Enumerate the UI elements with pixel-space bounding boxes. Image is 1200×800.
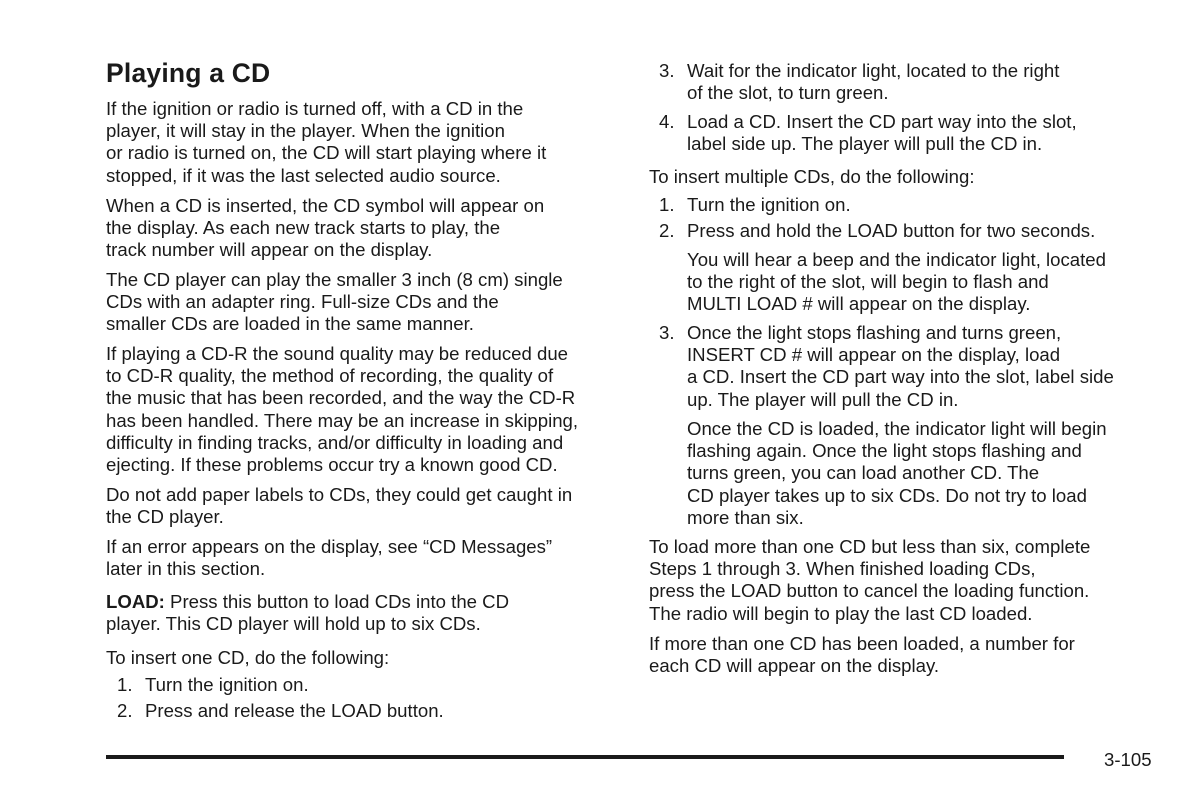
- paragraph-load-multiple: To load more than one CD but less than six, complete Steps 1 through 3. When finished loading CDs, press the LOAD button to cancel the loading function. The radio will begin to play the last CD loaded.: [649, 536, 1091, 624]
- paragraph-error: If an error appears on the display, see “CD Messages” later in this section.: [106, 536, 553, 580]
- load-label: LOAD:: [106, 591, 165, 612]
- page-title: Playing a CD: [106, 58, 271, 88]
- paragraph-cd-retention: If the ignition or radio is turned off, with a CD in the player, it will stay in the player. When the ignition or radio is turned on, the CD will start playing where it stopped, if it was the last selected audio source.: [106, 98, 547, 186]
- multi-intro: To insert multiple CDs, do the following:: [649, 166, 975, 187]
- paragraph-cd-number: If more than one CD has been loaded, a number for each CD will appear on the display.: [649, 633, 1075, 677]
- step-note: Once the CD is loaded, the indicator light will begin flashing again. Once the light stops flashing and turns green, you can load another CD. The CD player takes up to six CDs. Do not try to load more than six.: [687, 418, 1107, 528]
- paragraph-small-cds: The CD player can play the smaller 3 inch (8 cm) single CDs with an adapter ring. Full-size CDs and the smaller CDs are loaded in the same manner.: [106, 269, 563, 335]
- paragraph-load-button: LOAD: Press this button to load CDs into the CD player. This CD player will hold up to six CDs.: [106, 591, 510, 635]
- page-number: 3-105: [1104, 749, 1152, 770]
- paragraph-paper-labels: Do not add paper labels to CDs, they could get caught in the CD player.: [106, 484, 573, 528]
- paragraph-cd-r: If playing a CD-R the sound quality may be reduced due to CD-R quality, the method of recording, the quality of the music that has been recorded, and the way the CD-R has been handled. There may be an increase in skipping, difficulty in finding tracks, and/or difficulty in loading and ejecting. If these problems occur try a known good CD.: [106, 343, 579, 476]
- footer-rule: [106, 755, 1064, 759]
- step-note: You will hear a beep and the indicator light, located to the right of the slot, will begin to flash and MULTI LOAD # will appear on the display.: [687, 249, 1106, 315]
- insert-one-intro: To insert one CD, do the following:: [106, 647, 390, 668]
- paragraph-cd-symbol: When a CD is inserted, the CD symbol will appear on the display. As each new track starts to play, the track number will appear on the display.: [106, 195, 545, 261]
